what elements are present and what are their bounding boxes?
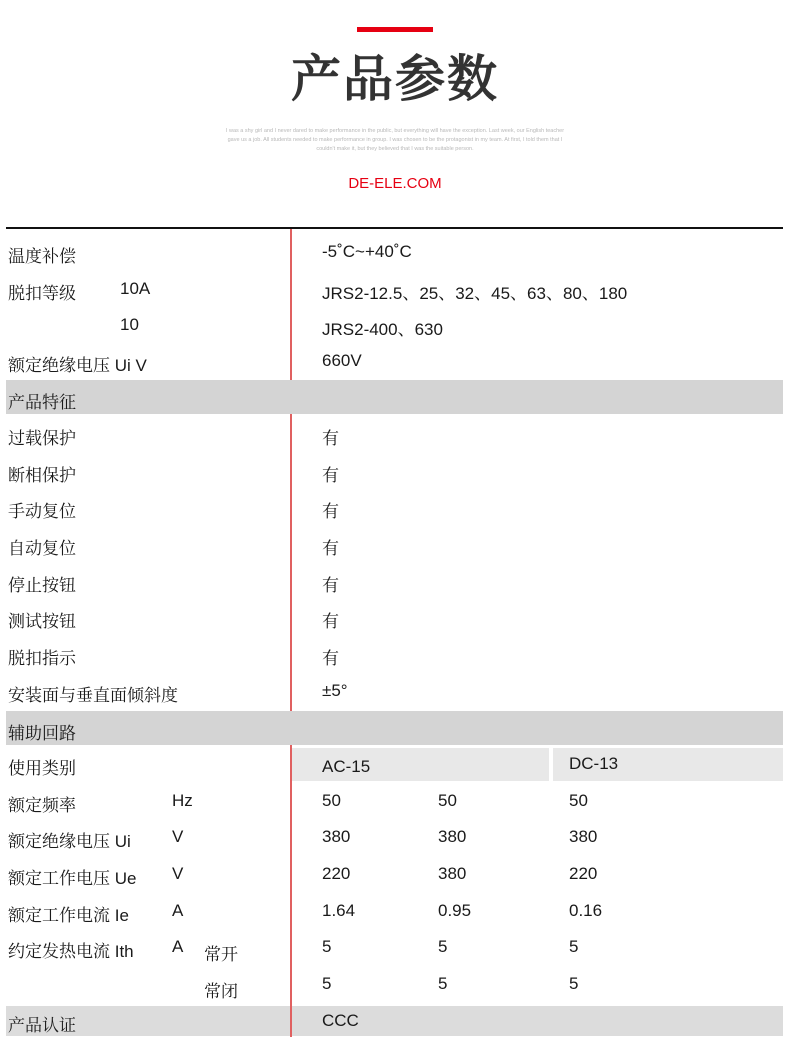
aux-row: [6, 892, 783, 928]
value-dc13: 0.16: [569, 901, 603, 920]
contact-kind: 常闭: [204, 982, 238, 1001]
row-label: 过载保护: [8, 429, 76, 448]
certification-row: [6, 1006, 783, 1036]
page-title: 产品参数: [291, 50, 499, 108]
value-ac15-a: 5: [322, 974, 332, 993]
value-ac15-b: 5: [438, 974, 448, 993]
row-label: 自动复位: [8, 539, 76, 558]
row-value: 有: [322, 539, 339, 558]
value-ac15-a: 1.64: [322, 901, 356, 920]
row-label: 停止按钮: [8, 576, 76, 595]
row-label: 脱扣指示: [8, 649, 76, 668]
value-dc13: 5: [569, 974, 579, 993]
row-label: 测试按钮: [8, 612, 76, 631]
row-unit: Hz: [172, 791, 193, 810]
ac-category: AC-15: [322, 757, 371, 776]
row-value: 有: [322, 649, 339, 668]
row-value: CCC: [322, 1011, 359, 1030]
aux-row: [6, 818, 783, 854]
value-ac15-a: 50: [322, 791, 341, 810]
spec-row-temp-comp: [6, 233, 783, 269]
row-value: 有: [322, 612, 339, 631]
row-label: 安装面与垂直面倾斜度: [8, 686, 178, 705]
value-dc13: 220: [569, 864, 598, 883]
feature-row: [6, 562, 783, 598]
row-sub-label: 10: [120, 315, 139, 334]
value-ac15-a: 380: [322, 827, 351, 846]
feature-row: [6, 635, 783, 671]
site-name: DE-ELE.COM: [348, 175, 442, 192]
value-ac15-b: 380: [438, 827, 467, 846]
spec-row-trip-class: [6, 270, 783, 306]
row-label: 额定工作电流 Ie: [8, 906, 129, 925]
spec-row-insulation-voltage: [6, 342, 783, 378]
row-label: 额定绝缘电压 Ui V: [8, 356, 147, 375]
feature-row: [6, 598, 783, 634]
row-label: 额定工作电压 Ue: [8, 869, 137, 888]
aux-row: [6, 855, 783, 891]
value-ac15-b: 50: [438, 791, 457, 810]
section-header-features: [6, 380, 783, 414]
feature-row: [6, 525, 783, 561]
value-dc13: 380: [569, 827, 598, 846]
value-ac15-b: 5: [438, 937, 448, 956]
contact-kind: 常开: [204, 945, 238, 964]
row-value: 有: [322, 429, 339, 448]
value-dc13: 5: [569, 937, 579, 956]
row-label: 额定频率: [8, 796, 76, 815]
aux-row: [6, 782, 783, 818]
row-value: 660V: [322, 351, 362, 370]
value-ac15-a: 220: [322, 864, 351, 883]
aux-row: [6, 928, 783, 964]
row-label: 温度补偿: [8, 247, 76, 266]
row-unit: V: [172, 864, 184, 883]
feature-row: [6, 488, 783, 524]
aux-row-category: [6, 745, 783, 781]
row-label: 约定发热电流 Ith: [8, 942, 134, 961]
feature-row: [6, 452, 783, 488]
row-unit: V: [172, 827, 184, 846]
dc-category: DC-13: [569, 754, 619, 773]
section-title: 产品特征: [8, 393, 76, 412]
row-value: 有: [322, 466, 339, 485]
spec-row-trip-class-2: [6, 306, 783, 342]
value-ac15-b: 380: [438, 864, 467, 883]
row-value: 有: [322, 576, 339, 595]
aux-row: [6, 965, 783, 1001]
column-divider: [290, 229, 292, 1037]
row-label: 手动复位: [8, 502, 76, 521]
row-label: 额定绝缘电压 Ui: [8, 832, 131, 851]
row-label: 脱扣等级: [8, 284, 76, 303]
decorative-blurb: I was a shy girl and I never dared to make performance in the public, but everything will have the exception. Last week, our English teacher gave us a job. All students needed to make performance in group. I was chosen to be the protagonist in my team. At first, I told them that I couldn't make it, but they believed that I was the suitable person.: [225, 128, 565, 152]
feature-row: [6, 672, 783, 708]
row-value: JRS2-12.5、25、32、45、63、80、180: [322, 284, 628, 303]
table-top-rule: [6, 227, 783, 229]
title-accent-bar: [357, 27, 433, 32]
row-unit: A: [172, 937, 184, 956]
value-ac15-a: 5: [322, 937, 332, 956]
row-sub-label: 10A: [120, 279, 151, 298]
value-ac15-b: 0.95: [438, 901, 472, 920]
row-label: 断相保护: [8, 466, 76, 485]
feature-row: [6, 415, 783, 451]
row-unit: A: [172, 901, 184, 920]
row-value: JRS2-400、630: [322, 320, 443, 339]
row-value: 有: [322, 502, 339, 521]
row-label: 使用类别: [8, 759, 76, 778]
value-dc13: 50: [569, 791, 588, 810]
row-value: ±5°: [322, 681, 348, 700]
section-title: 辅助回路: [8, 724, 76, 743]
row-value: -5˚C~+40˚C: [322, 242, 412, 261]
row-label: 产品认证: [8, 1016, 76, 1035]
section-header-aux-circuit: [6, 711, 783, 745]
